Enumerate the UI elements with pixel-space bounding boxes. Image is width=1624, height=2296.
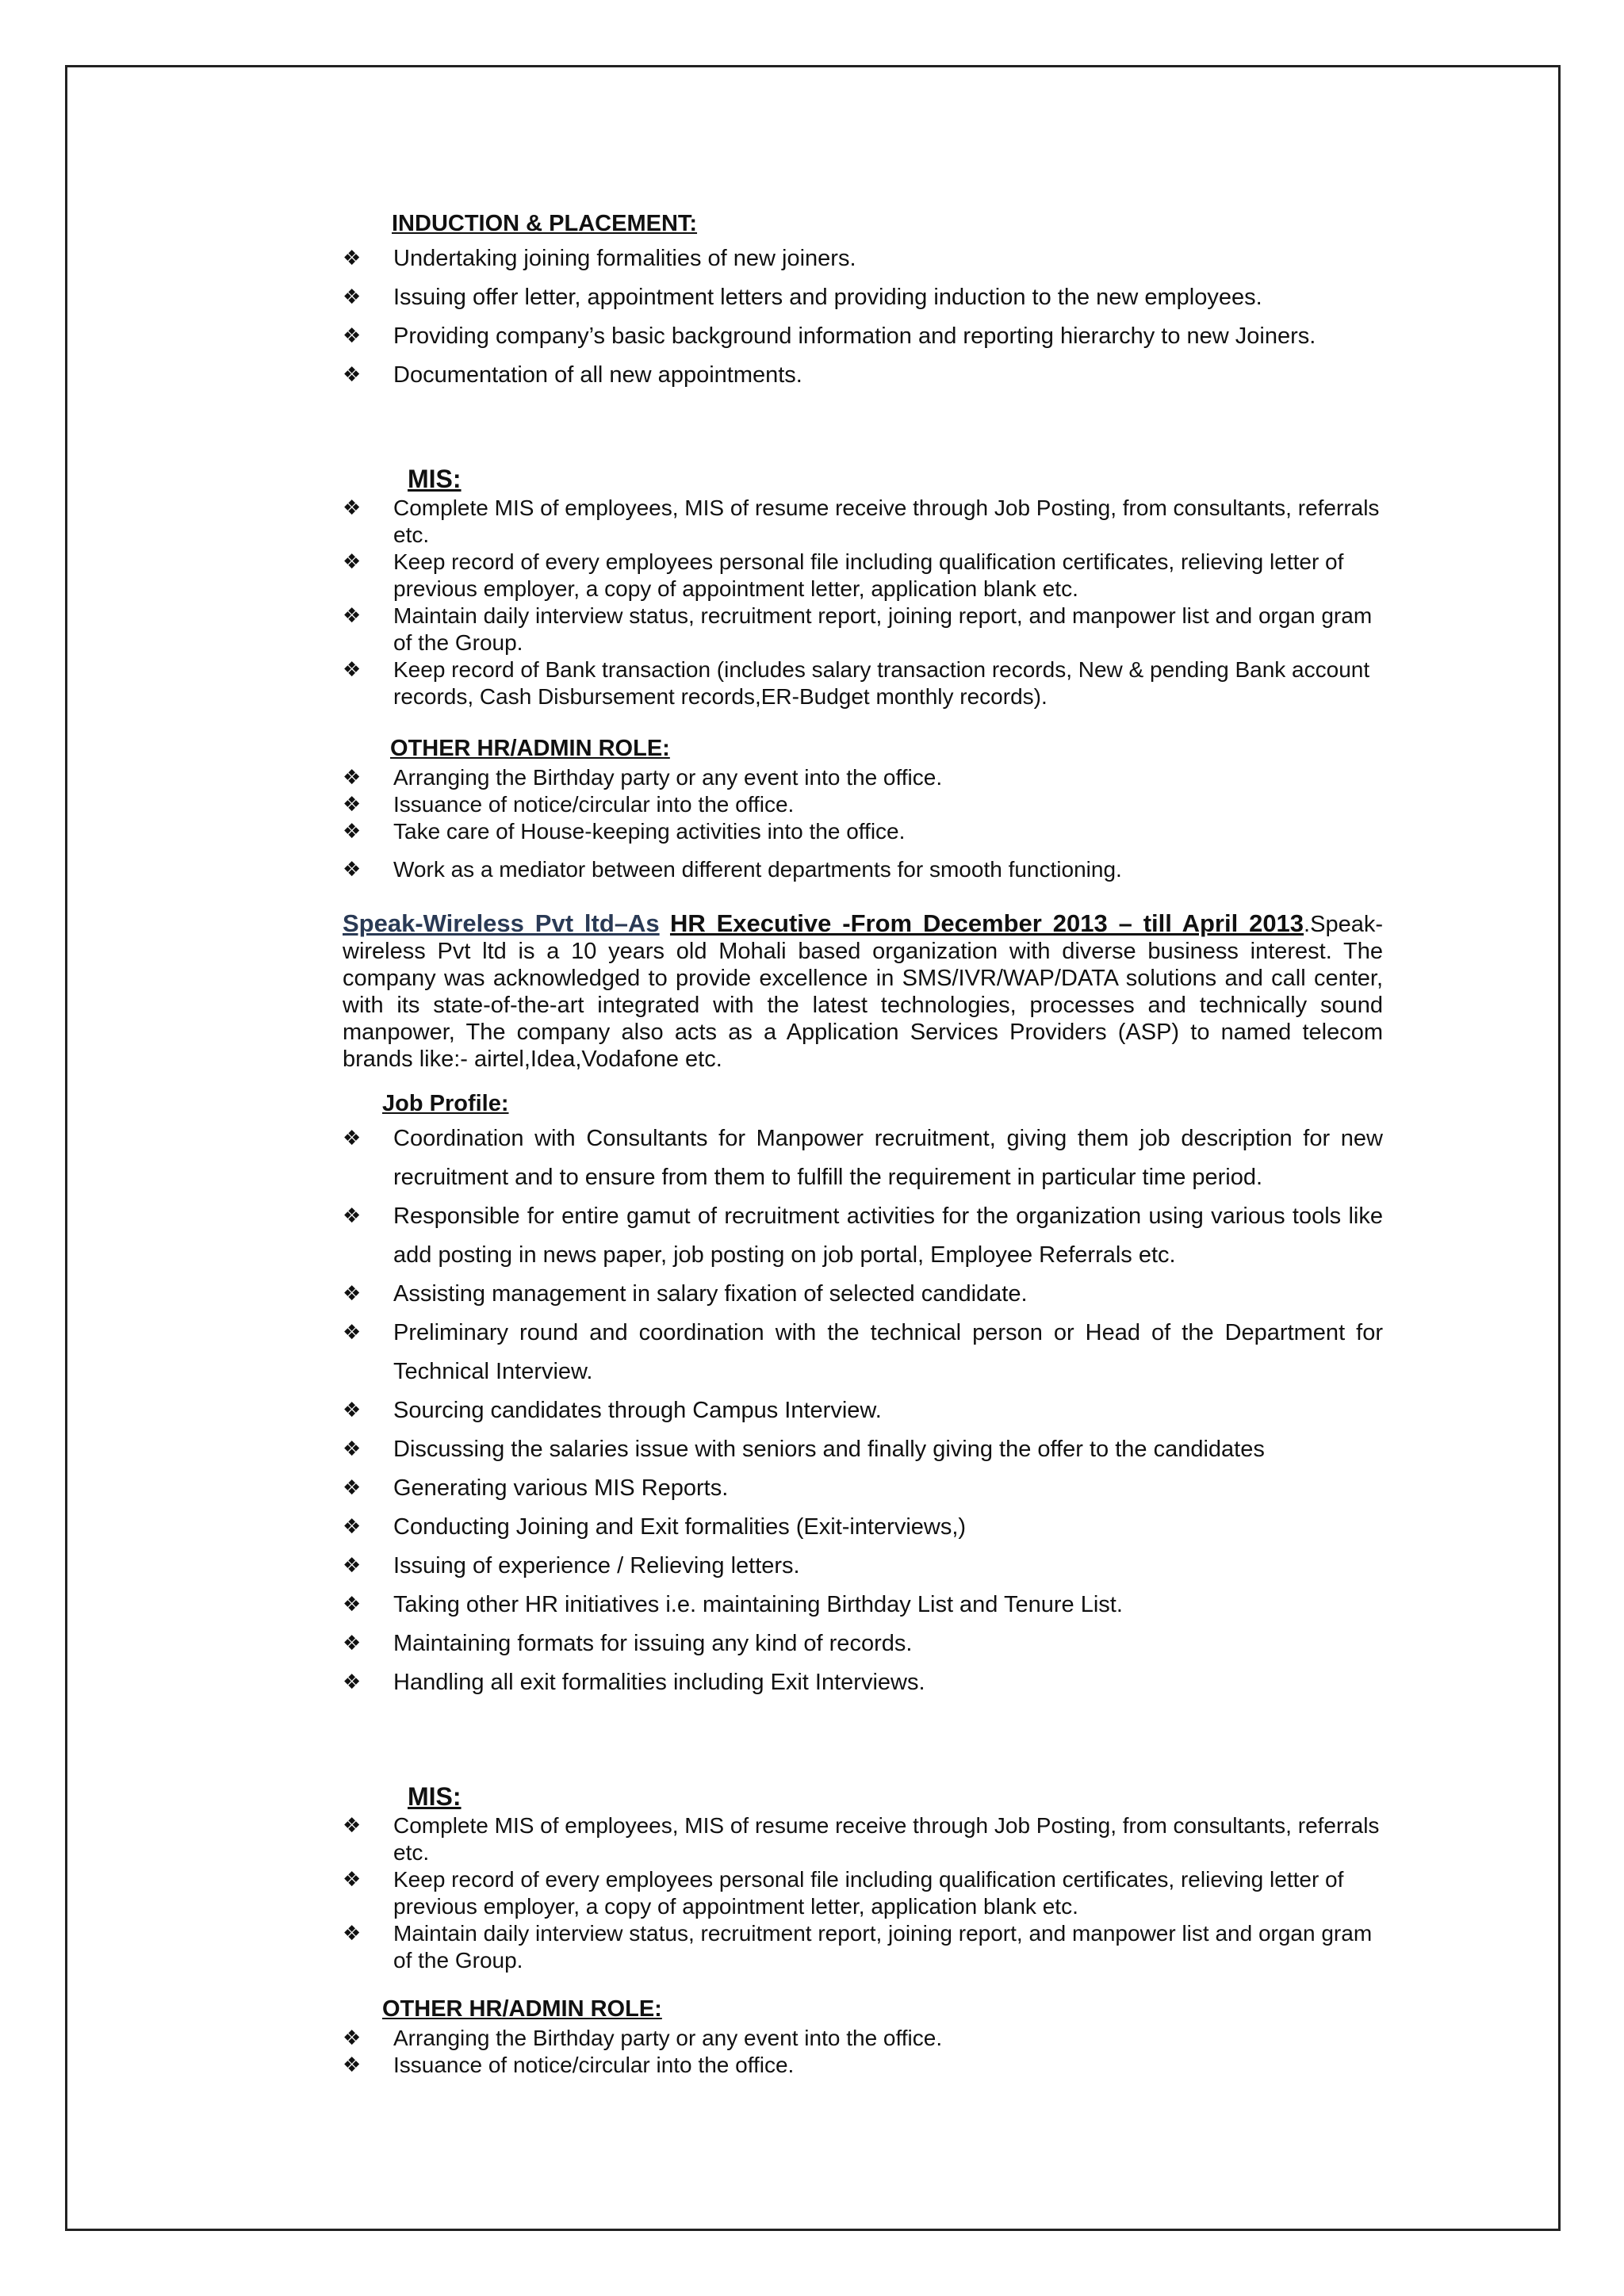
job-profile-heading: Job Profile: <box>382 1091 509 1116</box>
list-item: ❖ Conducting Joining and Exit formalities (Exit-interviews,) <box>343 1508 1383 1547</box>
list-item: ❖ Complete MIS of employees, MIS of resume receive through Job Posting, from consultants, referrals etc. <box>343 1813 1380 1865</box>
job-role: HR Executive -From December 2013 – till April 2013 <box>669 909 1304 937</box>
list-item: ❖ Discussing the salaries issue with seniors and finally giving the offer to the candidates <box>343 1430 1383 1469</box>
list-item: ❖ Arranging the Birthday party or any event into the office. <box>343 765 943 790</box>
diamond-bullet-icon: ❖ <box>343 1632 362 1655</box>
diamond-bullet-icon: ❖ <box>343 324 362 348</box>
diamond-bullet-icon: ❖ <box>343 1437 362 1461</box>
diamond-bullet-icon: ❖ <box>343 820 362 844</box>
mis-heading: MIS: <box>408 465 462 493</box>
induction-section <box>343 208 1383 395</box>
list-item: ❖ Responsible for entire gamut of recruitment activities for the organization using various tools like add posting in news paper, job posting on job portal, Employee Referrals etc. <box>343 1197 1383 1275</box>
mis-section-2 <box>343 1781 1383 1974</box>
diamond-bullet-icon: ❖ <box>343 496 362 520</box>
diamond-bullet-icon: ❖ <box>343 1515 362 1539</box>
diamond-bullet-icon: ❖ <box>343 2053 362 2077</box>
list-item: ❖ Work as a mediator between different departments for smooth functioning. <box>343 857 1122 882</box>
list-item: ❖ Maintain daily interview status, recruitment report, joining report, and manpower list and organ gram of the Group. <box>343 603 1373 655</box>
diamond-bullet-icon: ❖ <box>343 1593 362 1617</box>
diamond-bullet-icon: ❖ <box>343 1476 362 1500</box>
diamond-bullet-icon: ❖ <box>343 766 362 790</box>
list-item: ❖ Handling all exit formalities including Exit Interviews. <box>343 1663 1383 1702</box>
mis-section <box>343 463 1383 710</box>
diamond-bullet-icon: ❖ <box>343 658 362 682</box>
list-item: ❖ Documentation of all new appointments. <box>343 356 1383 395</box>
mis-list-2 <box>343 1812 1383 1974</box>
mis-list <box>343 495 1383 710</box>
company-paragraph <box>343 910 1383 1073</box>
company-description: .Speak-wireless Pvt ltd is a 10 years old Mohali based organization with diverse business interest. The company was acknowledged to provide excellence in SMS/IVR/WAP/DATA solutions and call center, with its state-of-the-art integrated with the latest technologies, processes and technically sound manpower, The company also acts as a Application Services Providers (ASP) to named telecom brands like:- airtel,Idea,Vodafone etc. <box>343 912 1383 1072</box>
list-item: ❖ Maintaining formats for issuing any kind of records. <box>343 1624 1383 1663</box>
list-item: ❖ Issuing offer letter, appointment letters and providing induction to the new employees. <box>343 278 1383 317</box>
list-item: ❖ Keep record of Bank transaction (includes salary transaction records, New & pending Bank account records, Cash Disbursement records,ER-Budget monthly records). <box>343 657 1370 709</box>
list-item: ❖ Taking other HR initiatives i.e. maintaining Birthday List and Tenure List. <box>343 1586 1383 1624</box>
job-profile-section <box>343 1088 1383 1702</box>
list-item: ❖ Maintain daily interview status, recruitment report, joining report, and manpower list and organ gram of the Group. <box>343 1921 1373 1973</box>
list-item: ❖ Complete MIS of employees, MIS of resume receive through Job Posting, from consultants, referrals etc. <box>343 496 1380 547</box>
company-name: Speak-Wireless Pvt ltd–As <box>343 909 660 937</box>
list-item: ❖ Coordination with Consultants for Manpower recruitment, giving them job description for new recruitment and to ensure from them to fulfill the requirement in particular time period. <box>343 1119 1383 1197</box>
induction-heading: INDUCTION & PLACEMENT: <box>392 211 698 236</box>
diamond-bullet-icon: ❖ <box>343 1670 362 1694</box>
other-hr-admin-list-2 <box>343 2025 1383 2079</box>
diamond-bullet-icon: ❖ <box>343 793 362 817</box>
diamond-bullet-icon: ❖ <box>343 247 362 270</box>
diamond-bullet-icon: ❖ <box>343 858 362 882</box>
list-item: ❖ Issuance of notice/circular into the office. <box>343 792 795 817</box>
other-hr-admin-section <box>343 733 1383 883</box>
job-profile-list <box>343 1119 1383 1702</box>
diamond-bullet-icon: ❖ <box>343 1282 362 1306</box>
diamond-bullet-icon: ❖ <box>343 1204 362 1228</box>
list-item: ❖ Keep record of every employees personal file including qualification certificates, relieving letter of previous employer, a copy of appointment letter, application blank etc. <box>343 1867 1344 1919</box>
other-hr-admin-heading: OTHER HR/ADMIN ROLE: <box>390 736 670 761</box>
list-item: ❖ Issuing of experience / Relieving letters. <box>343 1547 1383 1586</box>
diamond-bullet-icon: ❖ <box>343 1399 362 1422</box>
induction-list <box>343 239 1383 395</box>
list-item: ❖ Generating various MIS Reports. <box>343 1469 1383 1508</box>
diamond-bullet-icon: ❖ <box>343 1922 362 1946</box>
other-hr-admin-section-2 <box>343 1993 1383 2079</box>
diamond-bullet-icon: ❖ <box>343 1321 362 1345</box>
mis-heading-2: MIS: <box>408 1782 462 1811</box>
diamond-bullet-icon: ❖ <box>343 1127 362 1150</box>
diamond-bullet-icon: ❖ <box>343 2026 362 2050</box>
list-item: ❖ Keep record of every employees personal file including qualification certificates, relieving letter of previous employer, a copy of appointment letter, application blank etc. <box>343 549 1344 601</box>
list-item: ❖ Undertaking joining formalities of new joiners. <box>343 239 1383 278</box>
diamond-bullet-icon: ❖ <box>343 1814 362 1838</box>
list-item: ❖ Assisting management in salary fixation of selected candidate. <box>343 1275 1383 1314</box>
other-hr-admin-list <box>343 764 1383 883</box>
list-item: ❖ Arranging the Birthday party or any event into the office. <box>343 2026 943 2050</box>
diamond-bullet-icon: ❖ <box>343 285 362 309</box>
diamond-bullet-icon: ❖ <box>343 1868 362 1892</box>
list-item: ❖ Providing company’s basic background information and reporting hierarchy to new Joiners. <box>343 317 1383 356</box>
diamond-bullet-icon: ❖ <box>343 1554 362 1578</box>
diamond-bullet-icon: ❖ <box>343 363 362 387</box>
list-item: ❖ Sourcing candidates through Campus Interview. <box>343 1391 1383 1430</box>
other-hr-admin-heading-2: OTHER HR/ADMIN ROLE: <box>382 1996 662 2022</box>
diamond-bullet-icon: ❖ <box>343 550 362 574</box>
diamond-bullet-icon: ❖ <box>343 604 362 628</box>
list-item: ❖ Take care of House-keeping activities into the office. <box>343 819 906 844</box>
list-item: ❖ Preliminary round and coordination with the technical person or Head of the Department for Technical Interview. <box>343 1314 1383 1391</box>
list-item: ❖ Issuance of notice/circular into the office. <box>343 2053 795 2077</box>
